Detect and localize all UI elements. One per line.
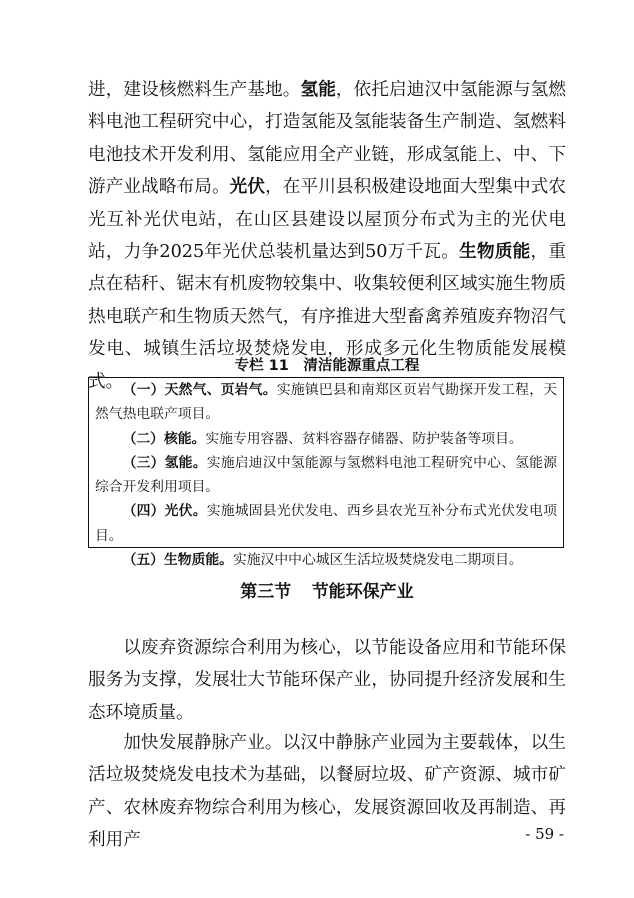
box-item-text: 实施镇巴县和南郑区页岩气勘探开发工程，天然气热电联产项目。: [95, 382, 558, 423]
box-item-text: 实施城固县光伏发电、西乡县农光互补分布式光伏发电项目。: [95, 503, 558, 544]
keyword-photovoltaic: 光伏: [229, 177, 266, 198]
box-item-head: （二）核能。: [122, 430, 206, 447]
box-item-head: （一）天然气、页岩气。: [122, 382, 277, 398]
box-title: 专栏 11 清洁能源重点工程: [234, 358, 420, 374]
box-item-photovoltaic: [95, 499, 557, 548]
project-box: [88, 377, 564, 569]
box-item-nuclear: [95, 427, 557, 451]
section-title-text: 节能环保产业: [311, 582, 414, 602]
box-item-text: 实施专用容器、贫料容器存储器、防护装备等项目。: [205, 430, 523, 447]
body-paragraph-energy: [88, 74, 566, 398]
para1-text-3: ，在平川县积极建设地面大型集中式农光互补光伏电站，在山区县建设以屋顶分布式为主的光伏电站，力争2025年光伏总装机量达到50万千瓦。: [88, 177, 566, 263]
box-item-biomass: [95, 548, 557, 572]
section-heading: [88, 580, 566, 604]
box-item-text: 实施汉中中心城区生活垃圾焚烧发电二期项目。: [232, 552, 523, 569]
box-item-gas: [95, 378, 557, 427]
box-item-head: （三）氢能。: [122, 454, 207, 471]
box-item-text: 实施启迪汉中氢能源与氢燃料电池工程研究中心、氢能源综合开发利用项目。: [95, 454, 558, 496]
para1-text-1: 进，建设核燃料生产基地。: [88, 80, 301, 100]
page-number: - 59 -: [525, 825, 564, 843]
keyword-biomass: 生物质能: [459, 242, 531, 263]
keyword-hydrogen: 氢能: [300, 80, 336, 100]
box-item-hydrogen: [95, 451, 557, 500]
box-item-head: （四）光伏。: [122, 503, 207, 520]
body-paragraph-venous-industry: 加快发展静脉产业。以汉中静脉产业园为主要载体，以生活垃圾焚烧发电技术为基础，以餐厨垃圾、矿产资源、城市矿产、农林废弃物综合利用为核心，发展资源回收及再制造、再利用产: [88, 733, 566, 851]
box-item-head: （五）生物质能。: [122, 552, 233, 569]
body-paragraph-intro: 以废弃资源综合利用为核心，以节能设备应用和节能环保服务为支撑，发展壮大节能环保产业，协同提升经济发展和生态环境质量。: [88, 638, 566, 723]
para1-text-2: ，依托启迪汉中氢能源与氢燃料电池工程研究中心，打造氢能及氢能装备生产制造、氢燃料电池技术开发利用、氢能应用全产业链，形成氢能上、中、下游产业战略布局。: [88, 80, 566, 198]
section-number: 第三节: [240, 582, 292, 602]
para1-text-4: ，重点在秸秆、锯末有机废物较集中、收集较便利区域实施生物质热电联产和生物质天然气，有序推进大型畜禽养殖废弃物沼气发电、城镇生活垃圾焚烧发电，形成多元化生物质能发展模式。: [88, 242, 566, 392]
